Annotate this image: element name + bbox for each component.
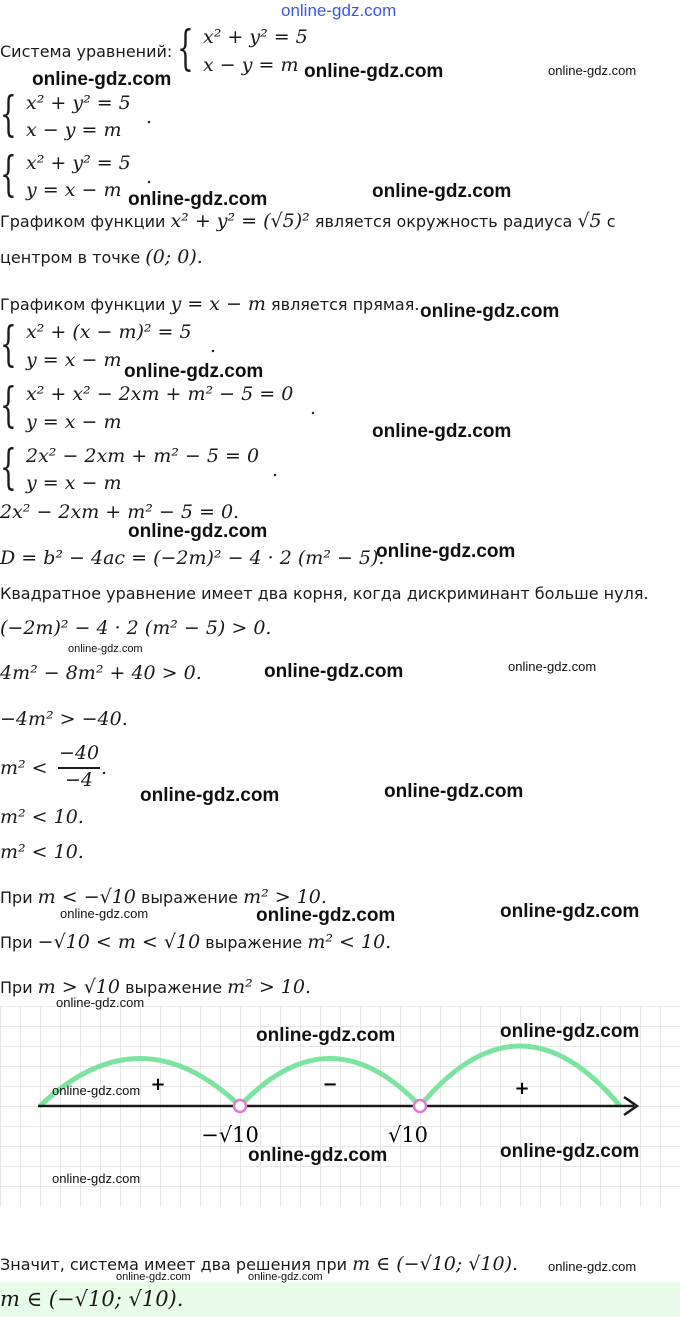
watermark: online-gdz.com	[128, 521, 268, 542]
watermark: online-gdz.com	[60, 906, 149, 921]
system5-brace: {	[0, 439, 17, 495]
case-3-cond: m > √10	[37, 976, 120, 998]
line-statement	[0, 295, 419, 314]
watermark: online-gdz.com	[372, 181, 512, 202]
watermark: online-gdz.com	[256, 1025, 396, 1046]
eq-quadratic: 2x² − 2xm + m² − 5 = 0.	[0, 501, 240, 523]
label-pos-sqrt10: √10	[387, 1123, 429, 1147]
circle-part1: Графиком функции	[0, 212, 171, 231]
circle-part2: является окружность радиуса	[309, 212, 578, 231]
circle-radius: √5	[577, 210, 602, 232]
ineq-3: −4m² > −40.	[0, 708, 128, 730]
watermark: online-gdz.com	[140, 785, 280, 806]
watermark: online-gdz.com	[304, 61, 444, 82]
circle-center: (0; 0).	[145, 246, 203, 268]
point-neg-sqrt10	[234, 1100, 246, 1112]
watermark: online-gdz.com	[52, 1083, 141, 1098]
case-2-p1: При	[0, 933, 38, 952]
case-1-p2: выражение	[135, 888, 244, 907]
intro-brace: {	[177, 20, 194, 76]
case-2-res: m² < 10.	[307, 931, 392, 953]
intro-eq2: x − y = m	[203, 54, 299, 76]
system4-brace: {	[0, 377, 17, 433]
watermark: online-gdz.com	[256, 905, 396, 926]
conclusion-formula: m ∈ (−√10; √10).	[352, 1253, 519, 1275]
case-2-cond: −√10 < m < √10	[37, 931, 201, 953]
line-part2: является прямая.	[265, 295, 420, 314]
system3-eq1: x² + (x − m)² = 5	[26, 321, 192, 343]
system4-end: .	[310, 397, 317, 419]
intro-eq1: x² + y² = 5	[203, 26, 308, 48]
system1-eq2: x − y = m	[26, 119, 122, 141]
system5-end: .	[272, 459, 279, 481]
watermark: online-gdz.com	[508, 659, 597, 674]
system1-eq1: x² + y² = 5	[26, 92, 131, 114]
line-part1: Графиком функции	[0, 295, 171, 314]
system3-eq2: y = x − m	[26, 349, 122, 371]
header-watermark: online-gdz.com	[281, 1, 397, 20]
case-2-p2: выражение	[200, 933, 308, 952]
system2-brace: {	[0, 146, 17, 202]
circle-center-line	[0, 248, 203, 267]
watermark: online-gdz.com	[548, 63, 637, 78]
line-formula: y = x − m	[170, 293, 266, 315]
ineq-4-left: m² <	[0, 757, 48, 779]
watermark: online-gdz.com	[124, 361, 264, 382]
conclusion-text: Значит, система имеет два решения при	[0, 1255, 353, 1274]
answer-formula: m ∈ (−√10; √10).	[0, 1287, 184, 1311]
ineq-6: m² < 10.	[0, 841, 84, 863]
watermark: online-gdz.com	[116, 1271, 191, 1283]
case-3-p1: При	[0, 978, 38, 997]
case-1-p1: При	[0, 888, 38, 907]
case-2	[0, 933, 391, 952]
watermark: online-gdz.com	[128, 189, 268, 210]
case-3-res: m² > 10.	[227, 976, 311, 998]
eq-discriminant: D = b² − 4ac = (−2m)² − 4 · 2 (m² − 5).	[0, 547, 385, 569]
case-3-p2: выражение	[119, 978, 228, 997]
system5-eq1: 2x² − 2xm + m² − 5 = 0	[26, 445, 260, 467]
case-1-res: m² > 10.	[243, 886, 327, 908]
case-3	[0, 978, 311, 997]
watermark: online-gdz.com	[500, 1141, 640, 1162]
watermark: online-gdz.com	[264, 661, 404, 682]
ineq-5: m² < 10.	[0, 806, 84, 828]
ineq-4-denominator: −4	[64, 769, 93, 791]
system2-eq2: y = x − m	[26, 179, 122, 201]
sign-middle: −	[322, 1074, 338, 1095]
watermark: online-gdz.com	[376, 541, 516, 562]
circle-formula: x² + y² = (√5)²	[170, 210, 310, 232]
sign-right: +	[514, 1078, 530, 1099]
case-1-cond: m < −√10	[37, 886, 136, 908]
system3-brace: {	[0, 316, 17, 372]
watermark: online-gdz.com	[32, 69, 172, 90]
sign-left: +	[150, 1074, 166, 1095]
watermark: online-gdz.com	[248, 1145, 388, 1166]
ineq-2: 4m² − 8m² + 40 > 0.	[0, 662, 202, 684]
watermark: online-gdz.com	[384, 781, 524, 802]
circle-statement	[0, 212, 616, 231]
system1-brace: {	[0, 86, 17, 142]
system2-end: .	[146, 166, 153, 188]
system5-eq2: y = x − m	[26, 472, 122, 494]
watermark: online-gdz.com	[500, 1021, 640, 1042]
ineq-4-end: .	[101, 757, 108, 779]
circle-part3: с	[601, 212, 616, 231]
label-neg-sqrt10: −√10	[201, 1123, 259, 1147]
system4-eq2: y = x − m	[26, 411, 122, 433]
system1-end: .	[146, 106, 153, 128]
watermark: online-gdz.com	[248, 1271, 323, 1283]
point-pos-sqrt10	[414, 1100, 426, 1112]
ineq-1: (−2m)² − 4 · 2 (m² − 5) > 0.	[0, 617, 272, 639]
system4-eq1: x² + x² − 2xm + m² − 5 = 0	[26, 383, 294, 405]
watermark: online-gdz.com	[68, 643, 143, 655]
ineq-4-numerator: −40	[58, 742, 100, 764]
condition-text: Квадратное уравнение имеет два корня, когда дискриминант больше нуля.	[0, 584, 649, 603]
circle-line2-text: центром в точке	[0, 248, 146, 267]
watermark: online-gdz.com	[372, 421, 512, 442]
watermark: online-gdz.com	[52, 1171, 141, 1186]
intro-label: Система уравнений:	[0, 42, 173, 61]
watermark: online-gdz.com	[548, 1259, 637, 1274]
watermark: online-gdz.com	[420, 301, 560, 322]
watermark: online-gdz.com	[56, 995, 145, 1010]
system3-end: .	[210, 335, 217, 357]
watermark: online-gdz.com	[500, 901, 640, 922]
system2-eq1: x² + y² = 5	[26, 152, 131, 174]
